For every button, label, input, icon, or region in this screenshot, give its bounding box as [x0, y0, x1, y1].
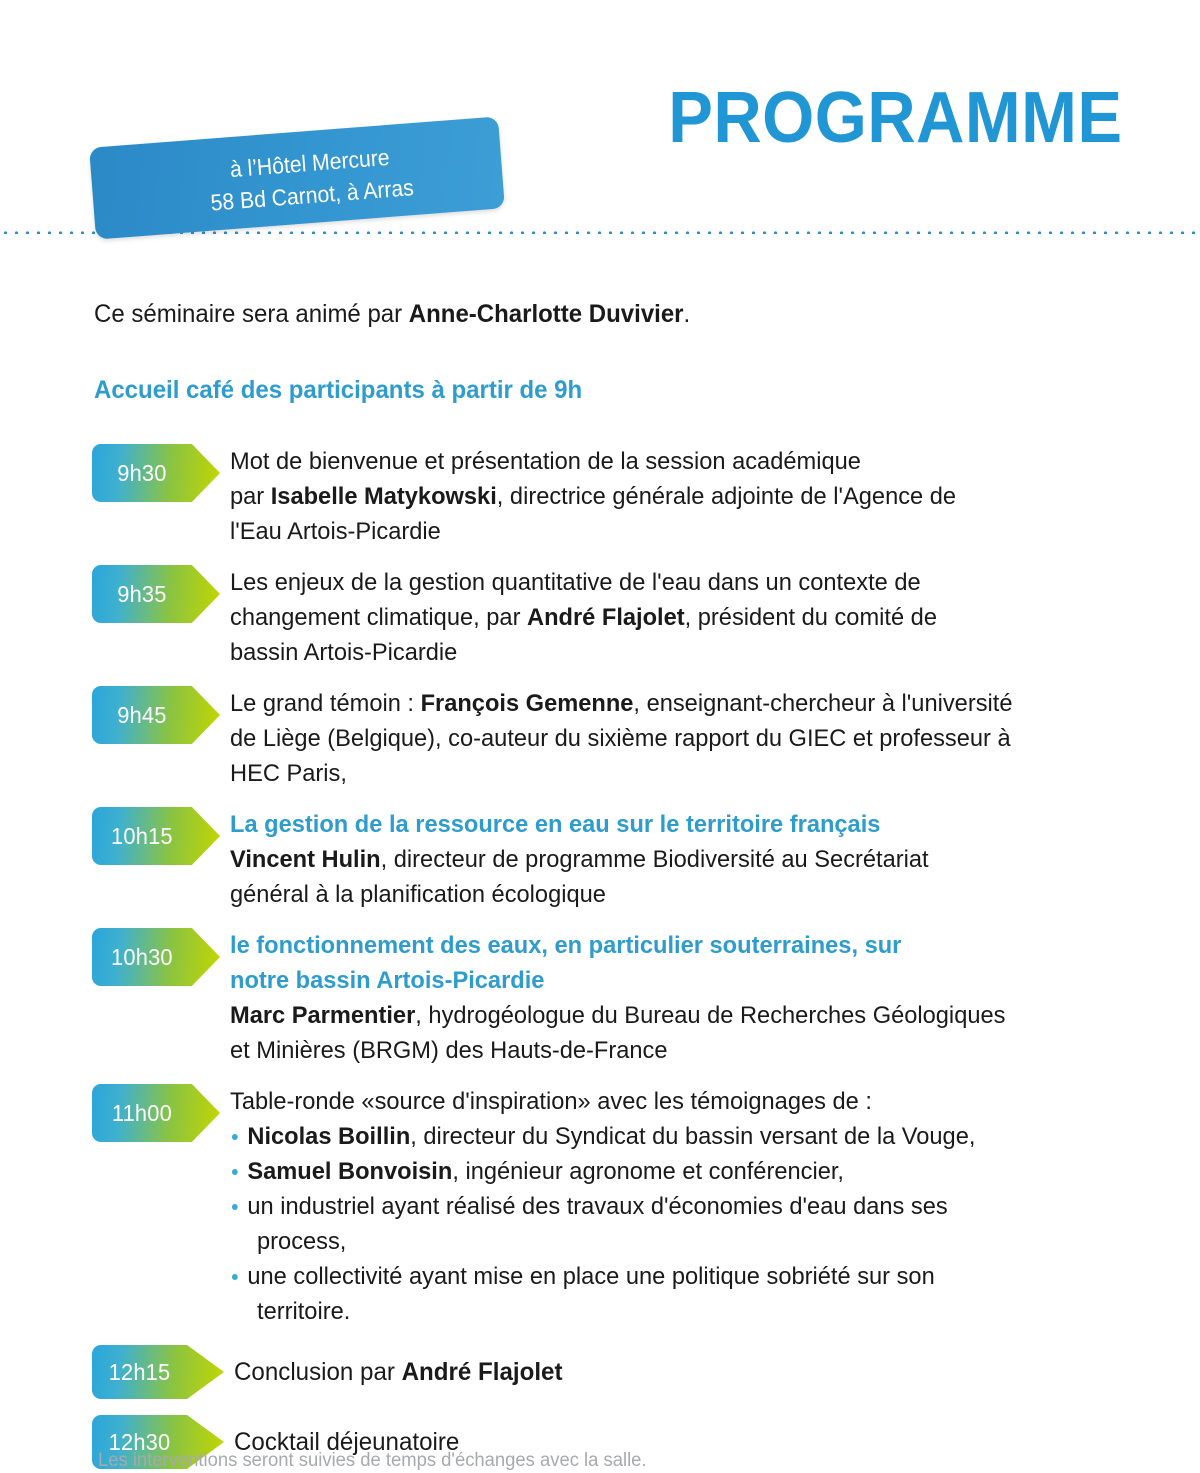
- bullet-dot-icon: [232, 1169, 238, 1175]
- agenda-line: [230, 479, 1108, 514]
- agenda-line: Table-ronde «source d'inspiration» avec les témoignages de :: [230, 1088, 872, 1115]
- time-badge-label: 11h00: [111, 1099, 172, 1126]
- agenda-line: Les enjeux de la gestion quantitative de l'eau dans un contexte de: [230, 569, 921, 596]
- bullet-text-post: , ingénieur agronome et conférencier,: [452, 1158, 844, 1185]
- footnote: Les interventions seront suivies de temps d'échanges avec la salle.: [98, 1450, 647, 1471]
- agenda-row: [92, 805, 1140, 912]
- agenda-body: [230, 1082, 1140, 1329]
- agenda-line: [230, 842, 1108, 877]
- agenda-row: [92, 563, 1140, 670]
- agenda-line: [230, 600, 1108, 635]
- agenda-row: [92, 926, 1140, 1068]
- intro-line: [94, 298, 1098, 330]
- agenda-line-name: André Flajolet: [527, 604, 685, 631]
- bullet-dot-icon: [232, 1204, 238, 1210]
- agenda-line: HEC Paris,: [230, 760, 347, 787]
- agenda-row: [92, 442, 1140, 549]
- agenda-line-post: , enseignant-chercheur à l'université: [633, 690, 1013, 717]
- agenda-line: et Minières (BRGM) des Hauts-de-France: [230, 1037, 668, 1064]
- time-badge-label: 12h30: [108, 1428, 171, 1455]
- bullet-text: [247, 1123, 975, 1150]
- bullet-text-name: Nicolas Boillin: [247, 1123, 411, 1150]
- agenda-line: Mot de bienvenue et présentation de la session académique: [230, 448, 861, 475]
- bullet-continuation: process,: [257, 1228, 347, 1255]
- agenda-body: [230, 684, 1140, 791]
- time-badge: [92, 1345, 224, 1399]
- agenda-line: de Liège (Belgique), co-auteur du sixième rapport du GIEC et professeur à: [230, 725, 1011, 752]
- agenda-line-name: Vincent Hulin: [230, 846, 381, 873]
- agenda-line: [230, 686, 1108, 721]
- bullet-item: [230, 1189, 1108, 1259]
- bullet-list: [230, 1119, 1140, 1329]
- time-badge-label: 9h35: [117, 580, 167, 607]
- bullet-text-post: , directeur du Syndicat du bassin versant de la Vouge,: [410, 1123, 976, 1150]
- agenda-row: [92, 1343, 1140, 1399]
- agenda-body: [230, 926, 1140, 1068]
- agenda-heading: le fonctionnement des eaux, en particulier souterraines, sur: [230, 932, 902, 959]
- time-badge-label: 10h15: [111, 822, 173, 849]
- agenda-line-post: , directrice générale adjointe de l'Agence de: [496, 483, 957, 510]
- time-badge: [92, 928, 220, 986]
- agenda-body: [230, 442, 1140, 549]
- agenda-list: [92, 442, 1140, 1469]
- agenda-line-post: , directeur de programme Biodiversité au Secrétariat: [380, 846, 929, 873]
- page-content: [0, 298, 1200, 1469]
- agenda-line: [234, 1345, 1108, 1399]
- agenda-line-post: , président du comité de: [684, 604, 937, 631]
- bullet-item: [230, 1119, 1108, 1154]
- agenda-line-name: Isabelle Matykowski: [270, 483, 497, 510]
- agenda-line-name: Marc Parmentier: [230, 1002, 416, 1029]
- agenda-line: Cocktail déjeunatoire: [234, 1428, 460, 1456]
- time-badge: [92, 444, 220, 502]
- agenda-line: bassin Artois-Picardie: [230, 639, 458, 666]
- agenda-body: [234, 1343, 1140, 1399]
- time-badge-label: 10h30: [111, 943, 173, 970]
- bullet-dot-icon: [232, 1134, 238, 1140]
- time-badge: [92, 686, 220, 744]
- agenda-line: général à la planification écologique: [230, 881, 606, 908]
- bullet-text-name: Samuel Bonvoisin: [247, 1158, 453, 1185]
- bullet-item: [230, 1154, 1108, 1189]
- bullet-text: [247, 1158, 844, 1185]
- agenda-line-name: François Gemenne: [420, 690, 634, 717]
- agenda-line: l'Eau Artois-Picardie: [230, 518, 441, 545]
- time-badge-label: 12h15: [108, 1358, 171, 1385]
- time-badge-label: 9h45: [117, 701, 167, 728]
- time-badge: [92, 565, 220, 623]
- agenda-body: [230, 563, 1140, 670]
- venue-banner-text: à l’Hôtel Mercure 58 Bd Carnot, à Arras: [209, 143, 415, 216]
- bullet-continuation: territoire.: [257, 1298, 351, 1325]
- intro-suffix: .: [683, 300, 691, 328]
- agenda-line-pre: changement climatique, par: [230, 604, 528, 631]
- intro-host-name: Anne-Charlotte Duvivier: [408, 300, 684, 328]
- agenda-line-name: André Flajolet: [401, 1358, 563, 1386]
- bullet-text: un industriel ayant réalisé des travaux d'économies d'eau dans ses: [247, 1193, 948, 1220]
- bullet-item: [230, 1259, 1108, 1329]
- time-badge: [92, 807, 220, 865]
- agenda-row: [92, 684, 1140, 791]
- time-badge: [92, 1084, 220, 1142]
- welcome-line: Accueil café des participants à partir de 9h: [94, 376, 583, 404]
- page-title: PROGRAMME: [667, 78, 1122, 158]
- venue-banner: [89, 116, 505, 239]
- agenda-line: [230, 998, 1108, 1033]
- agenda-line-post: , hydrogéologue du Bureau de Recherches Géologiques: [415, 1002, 1006, 1029]
- bullet-text: une collectivité ayant mise en place une politique sobriété sur son: [247, 1263, 935, 1290]
- intro-prefix: Ce séminaire sera animé par: [94, 300, 409, 328]
- agenda-row: [92, 1082, 1140, 1329]
- agenda-line-pre: Le grand témoin :: [230, 690, 421, 717]
- agenda-heading: notre bassin Artois-Picardie: [230, 967, 545, 994]
- agenda-line-pre: Conclusion par: [234, 1358, 402, 1386]
- agenda-body: [230, 805, 1140, 912]
- time-badge-label: 9h30: [117, 459, 167, 486]
- agenda-line-pre: par: [230, 483, 271, 510]
- bullet-dot-icon: [232, 1274, 238, 1280]
- agenda-heading: La gestion de la ressource en eau sur le territoire français: [230, 811, 881, 838]
- page-header: [0, 0, 1200, 250]
